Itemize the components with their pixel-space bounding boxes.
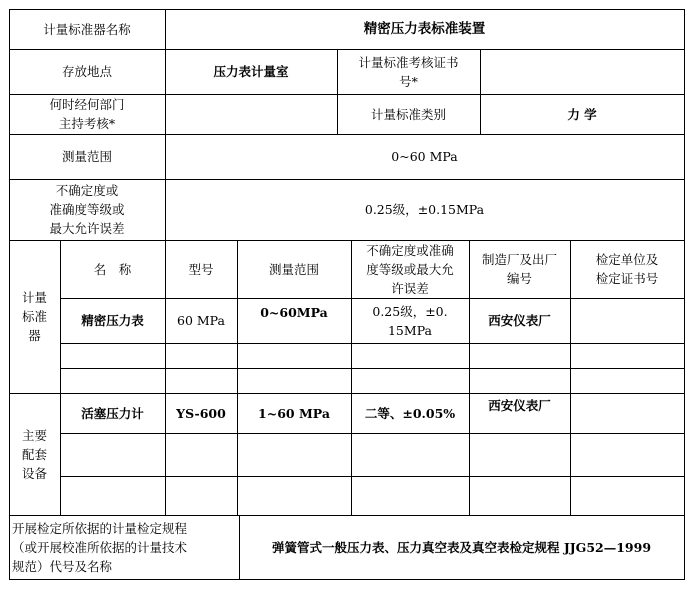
- col-header-range: 测量范围: [268, 261, 319, 277]
- col-header-uncertainty: 不确定度或准确 度等级或最大允 许误差: [366, 242, 454, 296]
- label-cert-no: 计量标准考核证书 号*: [358, 54, 459, 89]
- grid-line: [60, 343, 685, 344]
- instrument-model: 60 MPa: [177, 313, 225, 328]
- grid-line: [60, 433, 685, 434]
- grid-line: [9, 134, 685, 135]
- label-instruments: 计量 标准 器: [21, 290, 47, 343]
- col-header-manufacturer: 制造厂及出厂 编号: [481, 252, 557, 286]
- value-dept: [165, 94, 337, 134]
- label-range: 测量范围: [61, 149, 112, 164]
- grid-line: [480, 49, 481, 134]
- grid-line: [165, 9, 166, 240]
- grid-line: [9, 94, 685, 95]
- label-regulation: 开展检定所依据的计量检定规程 （或开展校准所依据的计量技术 规范）代号及名称: [12, 520, 188, 574]
- label-equipment: 主要 配套 设备: [21, 427, 47, 481]
- instrument-name: 精密压力表: [81, 313, 144, 328]
- grid-line: [60, 298, 685, 299]
- value-cert-no: [480, 49, 684, 94]
- col-header-name: 名 称: [93, 261, 132, 277]
- label-dept: 何时经何部门 主持考核*: [49, 97, 125, 131]
- instrument-uncertainty: 0.25级，±0. 15MPa: [372, 303, 448, 338]
- label-category: 计量标准类别: [370, 106, 446, 122]
- grid-line: [237, 240, 238, 515]
- label-uncertainty: 不确定度或 准确度等级或 最大允许误差: [49, 183, 125, 236]
- instrument-cert: [570, 298, 684, 343]
- col-header-cert: 检定单位及 检定证书号: [595, 252, 659, 286]
- grid-line: [60, 476, 685, 477]
- grid-line: [60, 240, 61, 515]
- grid-line: [351, 240, 352, 515]
- value-category: 力 学: [567, 106, 597, 122]
- grid-line: [9, 393, 685, 394]
- table-border-top: [9, 9, 685, 10]
- grid-line: [9, 515, 685, 516]
- label-standard-name: 计量标准器名称: [43, 21, 131, 37]
- grid-line: [239, 515, 240, 579]
- grid-line: [165, 240, 166, 515]
- grid-line: [9, 49, 685, 50]
- col-header-model: 型号: [188, 261, 214, 277]
- value-regulation: 弹簧管式一般压力表、压力真空表及真空表检定规程 JJG52—1999: [271, 539, 652, 555]
- value-location: 压力表计量室: [213, 64, 289, 79]
- grid-line: [469, 240, 470, 515]
- table-border-left: [9, 9, 10, 580]
- table-border-bottom: [9, 579, 685, 580]
- equipment-uncertainty: 二等、±0.05%: [364, 405, 456, 421]
- equipment-model: YS-600: [176, 405, 226, 421]
- equipment-cert: [570, 393, 684, 433]
- instrument-range: 0~60MPa: [260, 304, 328, 320]
- grid-line: [60, 368, 685, 369]
- instrument-manufacturer: 西安仪表厂: [488, 313, 551, 328]
- equipment-name: 活塞压力计: [81, 405, 144, 421]
- grid-line: [337, 49, 338, 134]
- grid-line: [9, 179, 685, 180]
- equipment-manufacturer: 西安仪表厂: [488, 397, 551, 413]
- equipment-range: 1~60 MPa: [258, 405, 330, 421]
- table-border-right: [684, 9, 685, 580]
- grid-line: [570, 240, 571, 515]
- value-uncertainty: 0.25级，±0.15MPa: [364, 202, 485, 217]
- label-location: 存放地点: [61, 64, 112, 79]
- value-range: 0~60 MPa: [391, 149, 458, 164]
- value-standard-name: 精密压力表标准装置: [363, 20, 486, 37]
- grid-line: [9, 240, 685, 241]
